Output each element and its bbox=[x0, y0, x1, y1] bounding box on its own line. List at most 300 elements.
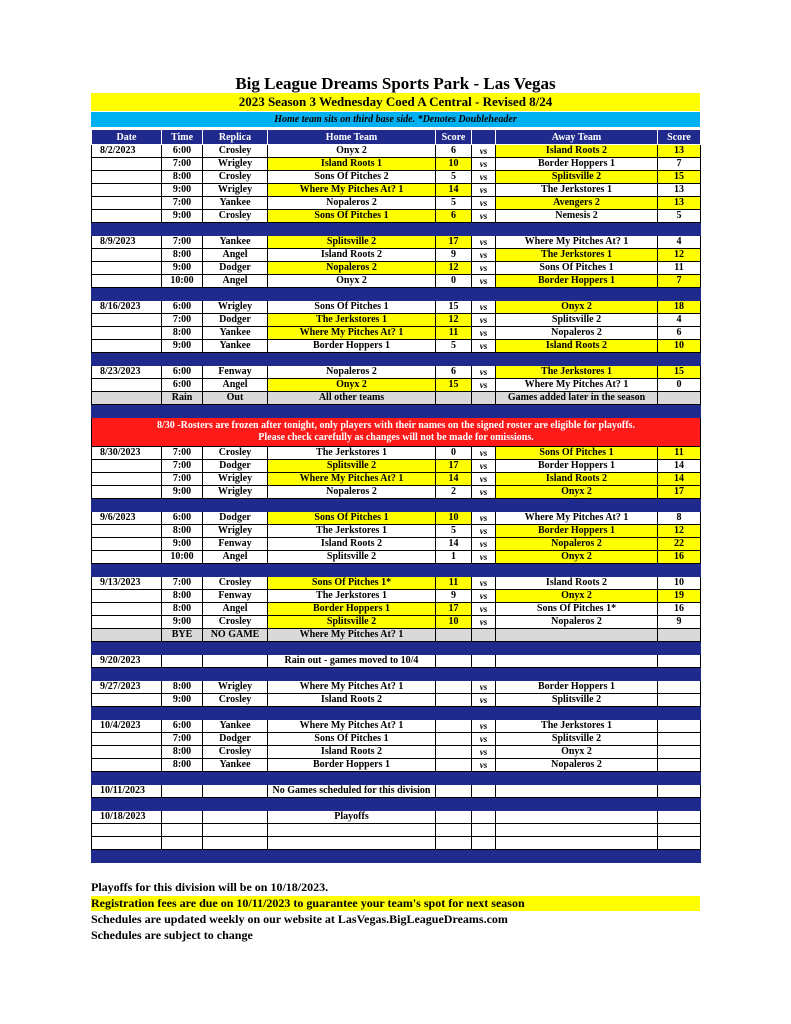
separator-cell bbox=[92, 642, 162, 655]
col-header-home-team: Home Team bbox=[268, 130, 436, 145]
game-row bbox=[92, 486, 701, 499]
game-row bbox=[92, 460, 701, 473]
vs-cell: vs bbox=[472, 590, 496, 603]
separator-cell bbox=[203, 707, 268, 720]
field-cell: Wrigley bbox=[203, 473, 268, 486]
field-cell: NO GAME bbox=[203, 629, 268, 642]
date-cell bbox=[92, 590, 162, 603]
away-score-cell bbox=[658, 681, 701, 694]
home-score-cell: 12 bbox=[436, 262, 472, 275]
field-cell: Angel bbox=[203, 551, 268, 564]
separator-cell bbox=[92, 772, 162, 785]
home-score-cell: 5 bbox=[436, 197, 472, 210]
separator-cell bbox=[496, 564, 658, 577]
field-cell: Yankee bbox=[203, 197, 268, 210]
time-cell: BYE bbox=[162, 629, 203, 642]
time-cell: 8:00 bbox=[162, 590, 203, 603]
away-team-cell: Border Hoppers 1 bbox=[496, 525, 658, 538]
home-score-cell: 10 bbox=[436, 158, 472, 171]
field-cell: Yankee bbox=[203, 327, 268, 340]
away-score-cell: 17 bbox=[658, 486, 701, 499]
away-team-cell: Games added later in the season bbox=[496, 392, 658, 405]
away-team-cell bbox=[496, 837, 658, 850]
separator-cell bbox=[436, 288, 472, 301]
away-score-cell bbox=[658, 785, 701, 798]
away-team-cell: Nopaleros 2 bbox=[496, 759, 658, 772]
week-separator-row bbox=[92, 850, 701, 863]
date-cell: 8/30/2023 bbox=[92, 447, 162, 460]
vs-cell: vs bbox=[472, 473, 496, 486]
vs-cell bbox=[472, 824, 496, 837]
date-cell bbox=[92, 171, 162, 184]
away-score-cell: 0 bbox=[658, 379, 701, 392]
separator-cell bbox=[496, 405, 658, 418]
time-cell: 9:00 bbox=[162, 210, 203, 223]
game-row bbox=[92, 616, 701, 629]
game-row bbox=[92, 171, 701, 184]
separator-cell bbox=[436, 564, 472, 577]
game-row bbox=[92, 210, 701, 223]
game-row bbox=[92, 447, 701, 460]
away-team-cell: Island Roots 2 bbox=[496, 577, 658, 590]
vs-cell: vs bbox=[472, 603, 496, 616]
home-team-cell: All other teams bbox=[268, 392, 436, 405]
away-score-cell bbox=[658, 392, 701, 405]
playoffs-date-note: Playoffs for this division will be on 10/18/2023. bbox=[91, 880, 329, 894]
time-cell: 7:00 bbox=[162, 197, 203, 210]
separator-cell bbox=[92, 353, 162, 366]
game-row bbox=[92, 577, 701, 590]
time-cell: 6:00 bbox=[162, 379, 203, 392]
field-cell: Crosley bbox=[203, 577, 268, 590]
field-cell: Wrigley bbox=[203, 525, 268, 538]
separator-cell bbox=[658, 499, 701, 512]
home-score-cell: 6 bbox=[436, 366, 472, 379]
time-cell: 10:00 bbox=[162, 551, 203, 564]
week-separator-row bbox=[92, 772, 701, 785]
col-header-date: Date bbox=[92, 130, 162, 145]
vs-cell: vs bbox=[472, 720, 496, 733]
away-score-cell: 15 bbox=[658, 366, 701, 379]
date-cell bbox=[92, 733, 162, 746]
date-cell bbox=[92, 473, 162, 486]
home-score-cell: 14 bbox=[436, 184, 472, 197]
separator-cell bbox=[268, 772, 436, 785]
home-team-cell: Island Roots 2 bbox=[268, 249, 436, 262]
away-score-cell: 14 bbox=[658, 460, 701, 473]
home-team-cell: The Jerkstores 1 bbox=[268, 525, 436, 538]
field-cell: Dodger bbox=[203, 314, 268, 327]
game-row bbox=[92, 746, 701, 759]
home-team-cell: Border Hoppers 1 bbox=[268, 603, 436, 616]
home-score-cell: 0 bbox=[436, 275, 472, 288]
vs-cell: vs bbox=[472, 301, 496, 314]
date-cell: 9/6/2023 bbox=[92, 512, 162, 525]
home-team-cell: Nopaleros 2 bbox=[268, 262, 436, 275]
away-score-cell: 7 bbox=[658, 275, 701, 288]
separator-cell bbox=[496, 772, 658, 785]
away-team-cell: Island Roots 2 bbox=[496, 473, 658, 486]
time-cell bbox=[162, 824, 203, 837]
separator-cell bbox=[472, 499, 496, 512]
vs-cell: vs bbox=[472, 759, 496, 772]
week-separator-row bbox=[92, 668, 701, 681]
separator-cell bbox=[203, 850, 268, 863]
home-team-cell: Rain out - games moved to 10/4 bbox=[268, 655, 436, 668]
vs-cell: vs bbox=[472, 366, 496, 379]
away-score-cell: 16 bbox=[658, 551, 701, 564]
schedule-table bbox=[91, 129, 701, 863]
separator-cell bbox=[268, 499, 436, 512]
date-cell bbox=[92, 694, 162, 707]
time-cell: 7:00 bbox=[162, 236, 203, 249]
vs-cell: vs bbox=[472, 171, 496, 184]
away-team-cell bbox=[496, 824, 658, 837]
date-cell bbox=[92, 249, 162, 262]
game-row bbox=[92, 811, 701, 824]
away-team-cell bbox=[496, 811, 658, 824]
away-team-cell: Nopaleros 2 bbox=[496, 616, 658, 629]
separator-cell bbox=[92, 564, 162, 577]
field-cell bbox=[203, 811, 268, 824]
home-score-cell: 15 bbox=[436, 379, 472, 392]
home-score-cell: 6 bbox=[436, 210, 472, 223]
table-header-row bbox=[92, 130, 701, 145]
vs-cell: vs bbox=[472, 512, 496, 525]
away-team-cell bbox=[496, 785, 658, 798]
field-cell: Yankee bbox=[203, 720, 268, 733]
separator-cell bbox=[436, 642, 472, 655]
separator-cell bbox=[92, 288, 162, 301]
field-cell: Angel bbox=[203, 379, 268, 392]
separator-cell bbox=[436, 850, 472, 863]
home-team-cell: Where My Pitches At? 1 bbox=[268, 327, 436, 340]
separator-cell bbox=[92, 798, 162, 811]
game-row bbox=[92, 314, 701, 327]
separator-cell bbox=[92, 707, 162, 720]
time-cell: 7:00 bbox=[162, 314, 203, 327]
home-team-cell: Playoffs bbox=[268, 811, 436, 824]
home-score-cell: 9 bbox=[436, 249, 472, 262]
home-team-cell: Where My Pitches At? 1 bbox=[268, 184, 436, 197]
home-team-cell: Border Hoppers 1 bbox=[268, 340, 436, 353]
away-team-cell: Island Roots 2 bbox=[496, 145, 658, 158]
date-cell bbox=[92, 210, 162, 223]
home-team-cell: The Jerkstores 1 bbox=[268, 590, 436, 603]
separator-cell bbox=[268, 850, 436, 863]
vs-cell: vs bbox=[472, 145, 496, 158]
home-score-cell bbox=[436, 733, 472, 746]
away-team-cell: Nopaleros 2 bbox=[496, 327, 658, 340]
home-score-cell bbox=[436, 837, 472, 850]
field-cell: Yankee bbox=[203, 340, 268, 353]
week-separator-row bbox=[92, 707, 701, 720]
separator-cell bbox=[203, 772, 268, 785]
home-score-cell: 10 bbox=[436, 512, 472, 525]
away-score-cell bbox=[658, 733, 701, 746]
separator-cell bbox=[472, 772, 496, 785]
away-score-cell: 14 bbox=[658, 473, 701, 486]
separator-cell bbox=[92, 499, 162, 512]
home-team-cell: Onyx 2 bbox=[268, 275, 436, 288]
away-team-cell: Where My Pitches At? 1 bbox=[496, 512, 658, 525]
week-separator-row bbox=[92, 642, 701, 655]
week-separator-row bbox=[92, 499, 701, 512]
date-cell bbox=[92, 525, 162, 538]
away-score-cell bbox=[658, 694, 701, 707]
date-cell bbox=[92, 314, 162, 327]
game-row bbox=[92, 603, 701, 616]
home-team-cell: Sons Of Pitches 1 bbox=[268, 301, 436, 314]
separator-cell bbox=[658, 798, 701, 811]
separator-cell bbox=[92, 668, 162, 681]
vs-cell: vs bbox=[472, 158, 496, 171]
home-score-cell: 17 bbox=[436, 603, 472, 616]
date-cell: 8/23/2023 bbox=[92, 366, 162, 379]
game-row bbox=[92, 366, 701, 379]
field-cell: Wrigley bbox=[203, 681, 268, 694]
home-team-cell: Where My Pitches At? 1 bbox=[268, 629, 436, 642]
separator-cell bbox=[472, 668, 496, 681]
time-cell: 8:00 bbox=[162, 681, 203, 694]
home-team-cell bbox=[268, 824, 436, 837]
game-row bbox=[92, 655, 701, 668]
vs-cell: vs bbox=[472, 340, 496, 353]
time-cell: 8:00 bbox=[162, 746, 203, 759]
separator-cell bbox=[162, 499, 203, 512]
field-cell: Wrigley bbox=[203, 184, 268, 197]
week-separator-row bbox=[92, 288, 701, 301]
home-team-cell: Island Roots 2 bbox=[268, 746, 436, 759]
date-cell bbox=[92, 759, 162, 772]
separator-cell bbox=[496, 642, 658, 655]
away-score-cell bbox=[658, 811, 701, 824]
home-score-cell bbox=[436, 655, 472, 668]
separator-cell bbox=[203, 642, 268, 655]
game-row bbox=[92, 837, 701, 850]
game-row bbox=[92, 327, 701, 340]
date-cell bbox=[92, 538, 162, 551]
away-team-cell: The Jerkstores 1 bbox=[496, 249, 658, 262]
separator-cell bbox=[268, 798, 436, 811]
schedule-body bbox=[92, 145, 701, 863]
away-team-cell: The Jerkstores 1 bbox=[496, 720, 658, 733]
vs-cell: vs bbox=[472, 197, 496, 210]
bye-row bbox=[92, 629, 701, 642]
separator-cell bbox=[436, 405, 472, 418]
time-cell: 6:00 bbox=[162, 512, 203, 525]
field-cell: Dodger bbox=[203, 460, 268, 473]
game-row bbox=[92, 512, 701, 525]
separator-cell bbox=[472, 405, 496, 418]
separator-cell bbox=[92, 850, 162, 863]
vs-cell: vs bbox=[472, 184, 496, 197]
field-cell: Fenway bbox=[203, 538, 268, 551]
away-team-cell: Border Hoppers 1 bbox=[496, 275, 658, 288]
separator-cell bbox=[496, 707, 658, 720]
away-score-cell: 22 bbox=[658, 538, 701, 551]
separator-cell bbox=[472, 564, 496, 577]
home-team-cell: Island Roots 1 bbox=[268, 158, 436, 171]
home-score-cell: 1 bbox=[436, 551, 472, 564]
time-cell: 6:00 bbox=[162, 366, 203, 379]
date-cell bbox=[92, 197, 162, 210]
home-score-cell: 11 bbox=[436, 577, 472, 590]
vs-cell: vs bbox=[472, 551, 496, 564]
vs-cell: vs bbox=[472, 327, 496, 340]
away-score-cell: 4 bbox=[658, 236, 701, 249]
home-score-cell bbox=[436, 392, 472, 405]
time-cell: 6:00 bbox=[162, 301, 203, 314]
away-score-cell: 10 bbox=[658, 577, 701, 590]
vs-cell: vs bbox=[472, 733, 496, 746]
home-team-cell: Island Roots 2 bbox=[268, 694, 436, 707]
away-score-cell: 6 bbox=[658, 327, 701, 340]
time-cell: 8:00 bbox=[162, 249, 203, 262]
game-row bbox=[92, 184, 701, 197]
roster-freeze-notice-row bbox=[92, 418, 701, 447]
field-cell: Angel bbox=[203, 603, 268, 616]
home-score-cell bbox=[436, 720, 472, 733]
time-cell: 7:00 bbox=[162, 577, 203, 590]
time-cell bbox=[162, 785, 203, 798]
notice-line-1: 8/30 -Rosters are frozen after tonight, only players with their names on the signed roster are eligible for playoffs. bbox=[157, 420, 635, 431]
game-row bbox=[92, 694, 701, 707]
page-title: Big League Dreams Sports Park - Las Vegas bbox=[235, 74, 556, 93]
separator-cell bbox=[203, 499, 268, 512]
separator-cell bbox=[436, 798, 472, 811]
separator-cell bbox=[268, 668, 436, 681]
vs-cell: vs bbox=[472, 447, 496, 460]
away-score-cell: 19 bbox=[658, 590, 701, 603]
field-cell: Fenway bbox=[203, 590, 268, 603]
separator-cell bbox=[203, 405, 268, 418]
time-cell: 8:00 bbox=[162, 525, 203, 538]
home-team-cell: Sons Of Pitches 2 bbox=[268, 171, 436, 184]
field-cell: Out bbox=[203, 392, 268, 405]
home-team-cell: The Jerkstores 1 bbox=[268, 314, 436, 327]
vs-cell bbox=[472, 811, 496, 824]
separator-cell bbox=[92, 405, 162, 418]
registration-fee-note: Registration fees are due on 10/11/2023 to guarantee your team's spot for next season bbox=[91, 896, 700, 911]
home-score-cell: 0 bbox=[436, 447, 472, 460]
home-score-cell: 17 bbox=[436, 460, 472, 473]
away-team-cell bbox=[496, 629, 658, 642]
date-cell: 8/16/2023 bbox=[92, 301, 162, 314]
home-team-cell: Splitsville 2 bbox=[268, 236, 436, 249]
field-cell: Yankee bbox=[203, 759, 268, 772]
date-cell bbox=[92, 379, 162, 392]
away-team-cell: Avengers 2 bbox=[496, 197, 658, 210]
col-header-time: Time bbox=[162, 130, 203, 145]
date-cell bbox=[92, 551, 162, 564]
game-row bbox=[92, 733, 701, 746]
home-score-cell: 15 bbox=[436, 301, 472, 314]
vs-cell: vs bbox=[472, 210, 496, 223]
vs-cell: vs bbox=[472, 379, 496, 392]
separator-cell bbox=[203, 668, 268, 681]
field-cell: Fenway bbox=[203, 366, 268, 379]
date-cell: 10/11/2023 bbox=[92, 785, 162, 798]
date-cell bbox=[92, 629, 162, 642]
separator-cell bbox=[658, 707, 701, 720]
time-cell: 6:00 bbox=[162, 720, 203, 733]
vs-cell: vs bbox=[472, 314, 496, 327]
separator-cell bbox=[203, 564, 268, 577]
separator-cell bbox=[436, 223, 472, 236]
away-team-cell: Splitsville 2 bbox=[496, 314, 658, 327]
date-cell bbox=[92, 158, 162, 171]
home-team-cell: Nopaleros 2 bbox=[268, 366, 436, 379]
away-score-cell: 12 bbox=[658, 525, 701, 538]
away-score-cell: 13 bbox=[658, 145, 701, 158]
home-score-cell: 6 bbox=[436, 145, 472, 158]
home-team-cell: Where My Pitches At? 1 bbox=[268, 720, 436, 733]
vs-cell: vs bbox=[472, 486, 496, 499]
week-separator-row bbox=[92, 353, 701, 366]
away-score-cell: 10 bbox=[658, 340, 701, 353]
date-cell: 10/18/2023 bbox=[92, 811, 162, 824]
away-score-cell: 11 bbox=[658, 447, 701, 460]
date-cell: 8/9/2023 bbox=[92, 236, 162, 249]
separator-cell bbox=[658, 642, 701, 655]
separator-cell bbox=[496, 798, 658, 811]
separator-cell bbox=[496, 288, 658, 301]
separator-cell bbox=[472, 223, 496, 236]
separator-cell bbox=[658, 405, 701, 418]
separator-cell bbox=[203, 353, 268, 366]
game-row bbox=[92, 340, 701, 353]
time-cell: 9:00 bbox=[162, 262, 203, 275]
field-cell: Crosley bbox=[203, 171, 268, 184]
game-row bbox=[92, 681, 701, 694]
field-cell bbox=[203, 655, 268, 668]
game-row bbox=[92, 275, 701, 288]
vs-cell: vs bbox=[472, 746, 496, 759]
game-row bbox=[92, 158, 701, 171]
separator-cell bbox=[496, 353, 658, 366]
away-score-cell bbox=[658, 824, 701, 837]
vs-cell bbox=[472, 655, 496, 668]
separator-cell bbox=[658, 850, 701, 863]
vs-cell: vs bbox=[472, 525, 496, 538]
time-cell: 9:00 bbox=[162, 486, 203, 499]
field-cell: Wrigley bbox=[203, 158, 268, 171]
away-score-cell: 13 bbox=[658, 184, 701, 197]
game-row bbox=[92, 538, 701, 551]
separator-cell bbox=[496, 850, 658, 863]
home-team-cell: Where My Pitches At? 1 bbox=[268, 681, 436, 694]
date-cell bbox=[92, 837, 162, 850]
time-cell: 8:00 bbox=[162, 171, 203, 184]
home-team-cell: Splitsville 2 bbox=[268, 551, 436, 564]
date-cell bbox=[92, 486, 162, 499]
separator-cell bbox=[658, 772, 701, 785]
home-score-cell: 14 bbox=[436, 473, 472, 486]
home-score-cell bbox=[436, 746, 472, 759]
game-row bbox=[92, 525, 701, 538]
separator-cell bbox=[472, 288, 496, 301]
separator-cell bbox=[472, 707, 496, 720]
vs-cell bbox=[472, 629, 496, 642]
time-cell: 10:00 bbox=[162, 275, 203, 288]
away-score-cell: 5 bbox=[658, 210, 701, 223]
field-cell: Angel bbox=[203, 275, 268, 288]
separator-cell bbox=[162, 798, 203, 811]
home-team-cell: Nopaleros 2 bbox=[268, 486, 436, 499]
away-team-cell bbox=[496, 655, 658, 668]
game-row bbox=[92, 551, 701, 564]
